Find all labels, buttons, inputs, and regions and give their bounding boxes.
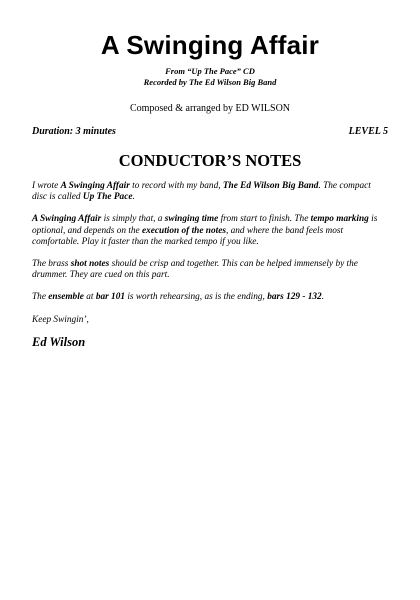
meta-row [32, 126, 388, 137]
section-heading: CONDUCTOR’S NOTES [118, 151, 302, 170]
level-label: LEVEL 5 [348, 126, 388, 137]
recorded-line: Recorded by The Ed Wilson Big Band [143, 77, 277, 87]
notes-body [32, 181, 388, 348]
paragraph-3: The brass shot notes should be crisp and together. This can be helped immensely by the drummer. They are cued on this part. [32, 259, 358, 281]
duration-label: Duration: 3 minutes [32, 126, 116, 137]
closing-line: Keep Swingin’, [32, 314, 89, 325]
paragraph-4: The ensemble at bar 101 is worth rehearsing, as is the ending, bars 129 - 132. [32, 292, 325, 303]
paragraph-1: I wrote A Swinging Affair to record with my band, The Ed Wilson Big Band. The compact disc is called Up The Pace. [32, 181, 371, 203]
from-line: From “Up The Pace” CD [165, 66, 255, 76]
page-title: A Swinging Affair [100, 30, 320, 60]
paragraph-2: A Swinging Affair is simply that, a swinging time from start to finish. The tempo marking is optional, and depends on the execution of the notes, and where the band feels most comfortable. Play it faster than the marked tempo if you like. [32, 214, 378, 247]
signature: Ed Wilson [32, 334, 86, 349]
composer-credit: Composed & arranged by ED WILSON [129, 103, 291, 114]
